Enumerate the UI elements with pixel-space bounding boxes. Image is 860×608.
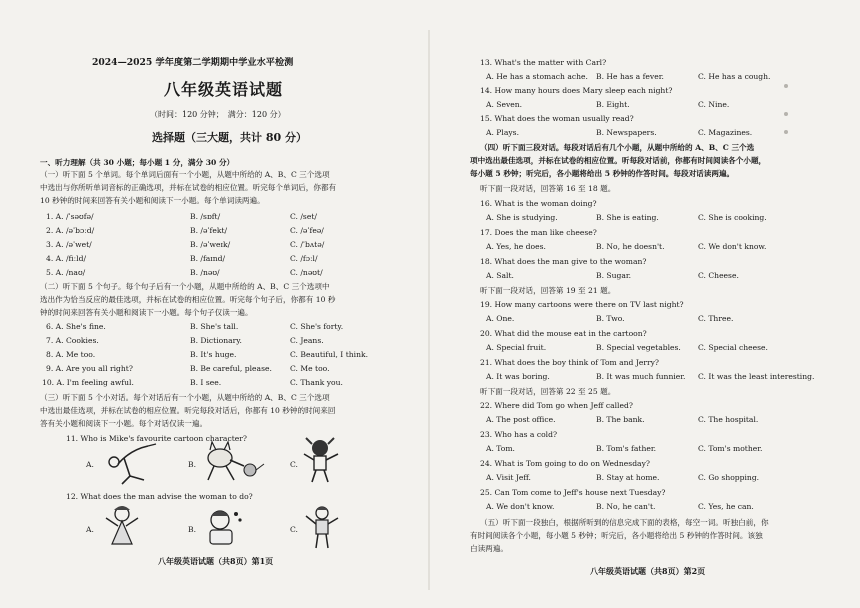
option-c: C. /ˈbʌtə/ [290, 240, 325, 249]
option-c: C. /əˈfeə/ [290, 226, 324, 235]
option-b: B. Special vegetables. [596, 343, 681, 352]
question-text: 14. How many hours does Mary sleep each night? [480, 86, 673, 95]
option-c: C. The hospital. [698, 415, 759, 424]
option-b: B. It's huge. [190, 350, 237, 359]
part5-line: 白读两遍。 [470, 544, 508, 553]
option-b: B. It was much funnier. [596, 372, 686, 381]
question-text: 21. What does the boy think of Tom and Jerry? [480, 358, 659, 367]
option-a: 1. A. /ˈsəʊfə/ [46, 212, 94, 221]
question-text: 15. What does the woman usually read? [480, 114, 634, 123]
dialogue-lead-2: 听下面一段对话，回答第 19 至 21 题。 [480, 286, 616, 295]
q12-label-b: B. [188, 525, 196, 534]
gymnast-figure-picture [100, 440, 164, 486]
question-text: 22. Where did Tom go when Jeff called? [480, 401, 633, 410]
option-b: B. /nəʊ/ [190, 268, 220, 277]
part1c-line: 中选出最佳选项，并标在试卷的相应位置。听完每段对话后，你都有 10 秒钟的时间来回 [40, 406, 336, 415]
part1c-line: 答有关小题和阅读下一小题。每个对话仅读一遍。 [40, 419, 208, 428]
option-b: B. /əˈfekt/ [190, 226, 228, 235]
option-c: C. /nəʊt/ [290, 268, 323, 277]
option-a: 9. A. Are you all right? [46, 364, 133, 373]
option-c: C. She is cooking. [698, 213, 767, 222]
option-a: A. Special fruit. [486, 343, 547, 352]
option-a: A. It was boring. [486, 372, 550, 381]
option-c: C. /set/ [290, 212, 317, 221]
option-c: C. Nine. [698, 100, 730, 109]
option-b: B. I see. [190, 378, 222, 387]
time-info: （时间：120 分钟； 满分：120 分） [150, 110, 286, 119]
question-11-text: 11. Who is Mike's favourite cartoon character? [66, 434, 247, 443]
dialogue-lead-1: 听下面一段对话，回答第 16 至 18 题。 [480, 184, 616, 193]
part5-line: （五）听下面一段独白，根据所听到的信息完成下面的表格，每空一词。听独白前，你 [480, 518, 769, 527]
section-title: 选择题（三大题，共计 80 分） [152, 131, 307, 144]
option-a: A. She is studying. [486, 213, 558, 222]
option-b: B. She's tall. [190, 322, 239, 331]
page-2-footer: 八年级英语试题（共8页）第2页 [590, 566, 706, 576]
option-a: A. Salt. [486, 271, 514, 280]
part5-line: 有时间阅读各个小题，每小题 5 秒钟；听完后，各小题将给出 5 秒钟的作答时间。该独 [470, 531, 763, 540]
option-a: A. We don't know. [486, 502, 555, 511]
option-a: 10. A. I'm feeling awful. [42, 378, 134, 387]
option-c: C. Beautiful, I think. [290, 350, 368, 359]
page-1-footer: 八年级英语试题（共8页）第1页 [158, 556, 274, 566]
q11-label-a: A. [86, 460, 94, 469]
page-2 [430, 0, 860, 608]
option-b: B. /əˈweɪk/ [190, 240, 231, 249]
question-text: 20. What did the mouse eat in the cartoon? [480, 329, 647, 338]
option-b: B. Dictionary. [190, 336, 242, 345]
option-b: B. Eight. [596, 100, 630, 109]
option-a: 2. A. /əˈbɔːd/ [46, 226, 95, 235]
option-a: 6. A. She's fine. [46, 322, 106, 331]
q11-label-c: C. [290, 460, 298, 469]
part4-line: 每小题 5 秒钟；听完后，各小题将给出 5 秒钟的作答时间。每段对话读两遍。 [470, 169, 735, 178]
cartoon-cat-mouse-picture [200, 440, 266, 484]
option-b: B. Sugar. [596, 271, 632, 280]
option-c: C. Thank you. [290, 378, 343, 387]
option-a: 4. A. /fiːld/ [46, 254, 87, 263]
exam-year-header: 2024—2025 学年度第二学期期中学业水平检测 [92, 57, 294, 68]
option-c: C. Tom's mother. [698, 444, 763, 453]
exam-title: 八年级英语试题 [164, 80, 284, 99]
option-c: C. We don't know. [698, 242, 767, 251]
girl-exercising-picture [302, 504, 342, 550]
question-text: 23. Who has a cold? [480, 430, 558, 439]
part4-line: （四）听下面三段对话。每段对话后有几个小题，从题中所给的 A、B、C 三个选 [480, 143, 755, 152]
option-b: B. Stay at home. [596, 473, 660, 482]
option-c: C. She's forty. [290, 322, 344, 331]
dialogue-lead-3: 听下面一段对话，回答第 22 至 25 题。 [480, 387, 616, 396]
q11-label-b: B. [188, 460, 196, 469]
option-a: A. Seven. [486, 100, 523, 109]
part1c-line: （三）听下面 5 个小对话。每个对话后有一个小题，从题中所给的 A、B、C 三个选项 [40, 393, 330, 402]
option-c: C. Me too. [290, 364, 330, 373]
option-b: B. /faɪnd/ [190, 254, 226, 263]
option-b: B. The bank. [596, 415, 645, 424]
robot-boy-picture [300, 436, 342, 484]
binding-hole [784, 130, 788, 134]
part1-title: 一、听力理解（共 30 小题；每小题 1 分，满分 30 分） [40, 158, 235, 167]
option-c: C. Yes, he can. [698, 502, 754, 511]
option-b: B. No, he can't. [596, 502, 656, 511]
question-text: 19. How many cartoons were there on TV last night? [480, 300, 684, 309]
q12-label-a: A. [86, 525, 94, 534]
option-c: C. /fɔːl/ [290, 254, 318, 263]
part1a-line: 10 秒钟的时间来回答有关小题和阅读下一小题。每个单词读两遍。 [40, 196, 265, 205]
part1b-line: 钟的时间来回答有关小题和阅读下一小题。每个句子仅读一遍。 [40, 308, 253, 317]
option-a: A. He has a stomach ache. [486, 72, 588, 81]
binding-hole [784, 112, 788, 116]
option-a: A. Yes, he does. [486, 242, 546, 251]
option-c: C. Magazines. [698, 128, 753, 137]
option-b: B. No, he doesn't. [596, 242, 665, 251]
girl-sick-picture [200, 506, 244, 550]
option-a: 8. A. Me too. [46, 350, 96, 359]
question-text: 25. Can Tom come to Jeff's house next Tuesday? [480, 488, 666, 497]
option-b: B. She is eating. [596, 213, 659, 222]
option-b: B. Be careful, please. [190, 364, 272, 373]
option-b: B. Tom's father. [596, 444, 657, 453]
option-c: C. He has a cough. [698, 72, 771, 81]
option-b: B. Two. [596, 314, 625, 323]
girl-dancing-picture [100, 504, 144, 550]
option-a: 3. A. /əˈwet/ [46, 240, 92, 249]
option-c: C. Special cheese. [698, 343, 768, 352]
option-b: B. Newspapers. [596, 128, 657, 137]
option-a: A. Tom. [486, 444, 515, 453]
question-text: 13. What's the matter with Carl? [480, 58, 607, 67]
binding-hole [784, 84, 788, 88]
option-a: 7. A. Cookies. [46, 336, 99, 345]
option-c: C. It was the least interesting. [698, 372, 815, 381]
option-b: B. /sɒft/ [190, 212, 221, 221]
part1a-line: 中选出与你所听单词音标的正确选项，并标在试卷的相应位置。听完每个单词后，你都有 [40, 183, 337, 192]
option-a: 5. A. /naʊ/ [46, 268, 86, 277]
question-text: 18. What does the man give to the woman? [480, 257, 647, 266]
part1a-line: （一）听下面 5 个单词。每个单词后面有一个小题，从题中所给的 A、B、C 三个选项 [40, 170, 330, 179]
option-c: C. Jeans. [290, 336, 324, 345]
q12-label-c: C. [290, 525, 298, 534]
option-a: A. Visit Jeff. [486, 473, 531, 482]
option-b: B. He has a fever. [596, 72, 664, 81]
question-text: 16. What is the woman doing? [480, 199, 597, 208]
question-text: 24. What is Tom going to do on Wednesday? [480, 459, 650, 468]
option-a: A. Plays. [486, 128, 519, 137]
option-a: A. One. [486, 314, 515, 323]
option-c: C. Three. [698, 314, 734, 323]
option-c: C. Cheese. [698, 271, 739, 280]
part4-line: 项中选出最佳选项，并标在试卷的相应位置。听每段对话前，你都有时间阅读各个小题， [470, 156, 767, 165]
option-a: A. The post office. [486, 415, 556, 424]
part1b-line: 选出作为恰当反应的最佳选项，并标在试卷的相应位置。听完每个句子后，你都有 10 秒 [40, 295, 336, 304]
question-text: 17. Does the man like cheese? [480, 228, 597, 237]
question-12-text: 12. What does the man advise the woman to do? [66, 492, 253, 501]
part1b-line: （二）听下面 5 个句子。每个句子后有一个小题，从题中所给的 A、B、C 三个选项中 [40, 282, 330, 291]
option-c: C. Go shopping. [698, 473, 760, 482]
